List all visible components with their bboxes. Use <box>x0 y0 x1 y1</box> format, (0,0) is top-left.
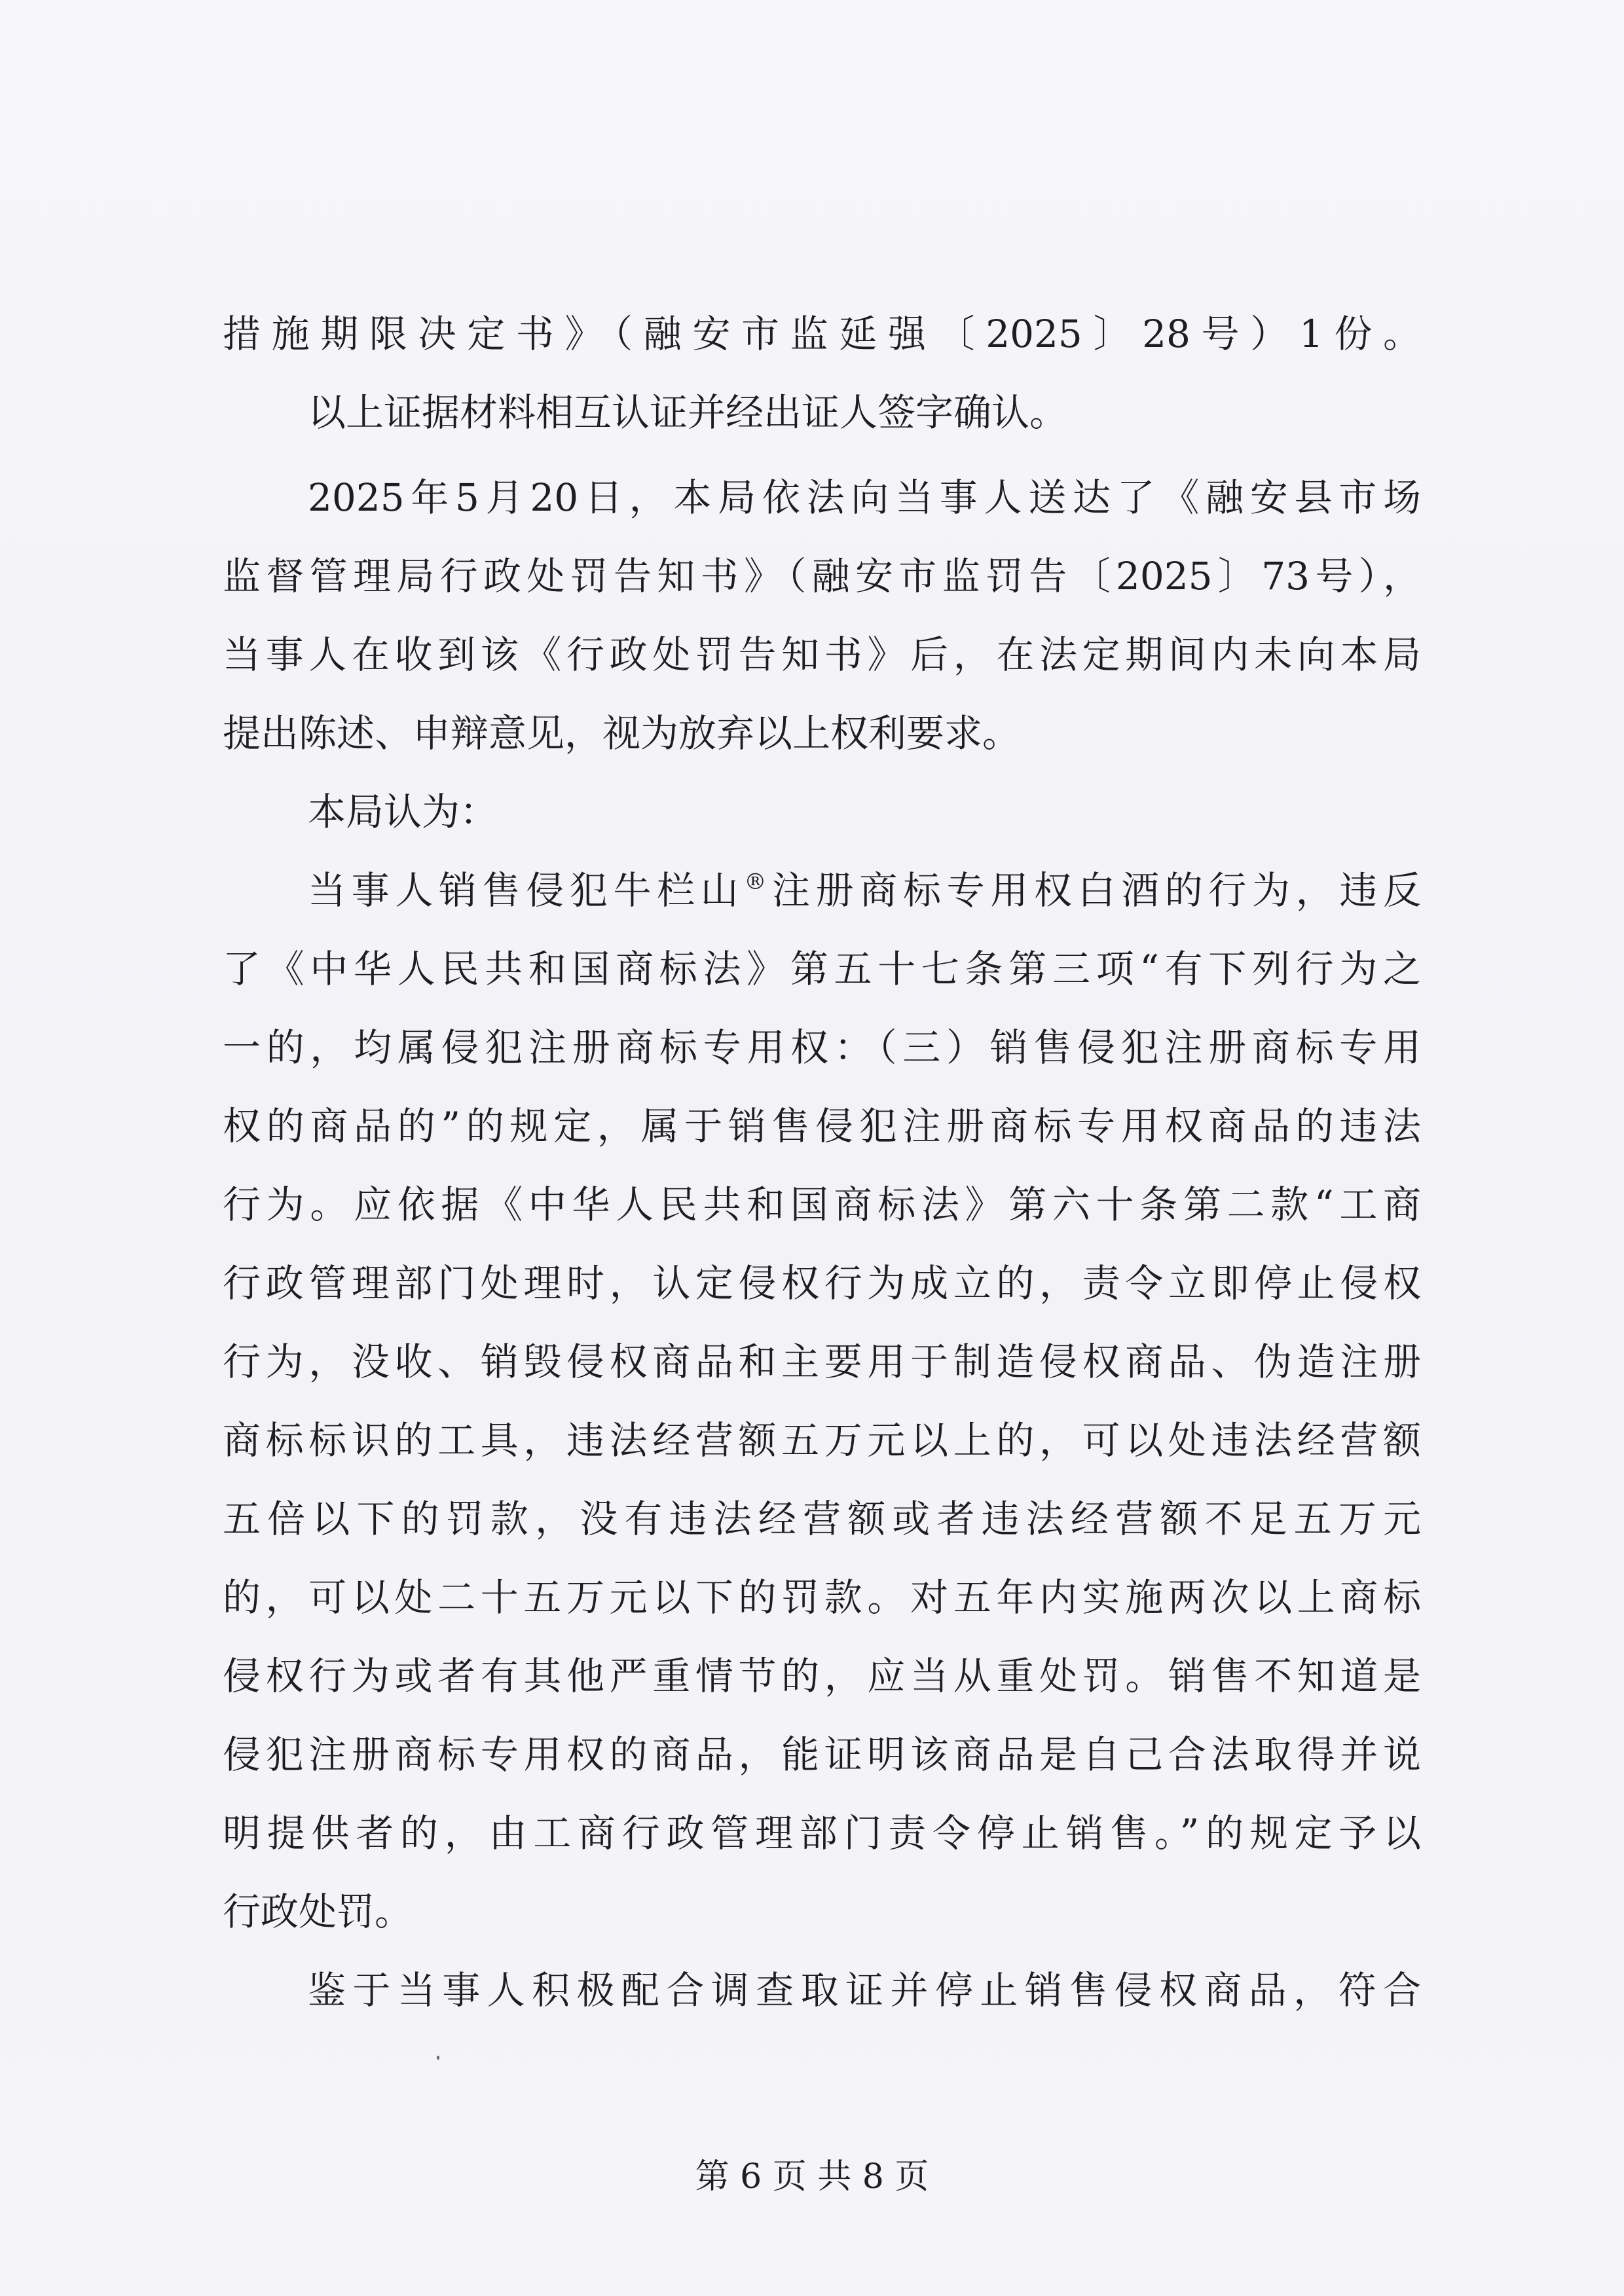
text-line: 本局认为： <box>308 790 498 834</box>
text-line: 商标标识的工具，违法经营额五万元以上的，可以处违法经营额 <box>223 1418 1421 1463</box>
text-line: 侵犯注册商标专用权的商品，能证明该商品是自己合法取得并说 <box>223 1732 1421 1777</box>
text-line: 鉴于当事人积极配合调查取证并停止销售侵权商品，符合 <box>308 1968 1421 2013</box>
text-line <box>308 864 1421 917</box>
text-line: 一的，均属侵犯注册商标专用权：（三）销售侵犯注册商标专用 <box>223 1025 1421 1070</box>
text-line: 明提供者的，由工商行政管理部门责令停止销售。”的规定予以 <box>223 1811 1421 1855</box>
text-line: 侵权行为或者有其他严重情节的，应当从重处罚。销售不知道是 <box>223 1654 1421 1698</box>
text-segment: 注册商标专用权白酒的行为，违反 <box>766 868 1421 913</box>
text-line: 以上证据材料相互认证并经出证人签字确认。 <box>308 390 1068 435</box>
text-line: 行为，没收、销毁侵权商品和主要用于制造侵权商品、伪造注册 <box>223 1339 1421 1384</box>
text-line: 监督管理局行政处罚告知书》（融安市监罚告〔2025〕73号）， <box>223 554 1421 598</box>
registered-trademark-symbol: ® <box>744 869 767 895</box>
text-line: 的，可以处二十五万元以下的罚款。对五年内实施两次以上商标 <box>223 1575 1421 1620</box>
text-segment: 当事人销售侵犯牛栏山 <box>308 868 745 913</box>
text-line: 当事人在收到该《行政处罚告知书》后，在法定期间内未向本局 <box>223 632 1421 677</box>
text-line: 提出陈述、申辩意见，视为放弃以上权利要求。 <box>223 711 1021 756</box>
text-line: 行政管理部门处理时，认定侵权行为成立的，责令立即停止侵权 <box>223 1261 1421 1305</box>
text-line: 2025年5月20日，本局依法向当事人送达了《融安县市场 <box>308 475 1421 520</box>
page-number-footer: 第 6 页 共 8 页 <box>695 2157 929 2196</box>
text-line: 了《中华人民共和国商标法》第五十七条第三项“有下列行为之 <box>223 947 1421 991</box>
text-line: 五倍以下的罚款，没有违法经营额或者违法经营额不足五万元 <box>223 1497 1421 1541</box>
text-line: 行为。应依据《中华人民共和国商标法》第六十条第二款“工商 <box>223 1182 1421 1227</box>
scan-speck <box>437 2056 439 2060</box>
text-line: 行政处罚。 <box>223 1889 413 1934</box>
text-line: 权的商品的”的规定，属于销售侵犯注册商标专用权商品的违法 <box>223 1104 1421 1148</box>
text-line: 措施期限决定书》（融安市监延强〔2025〕28号）1份。 <box>223 312 1421 356</box>
